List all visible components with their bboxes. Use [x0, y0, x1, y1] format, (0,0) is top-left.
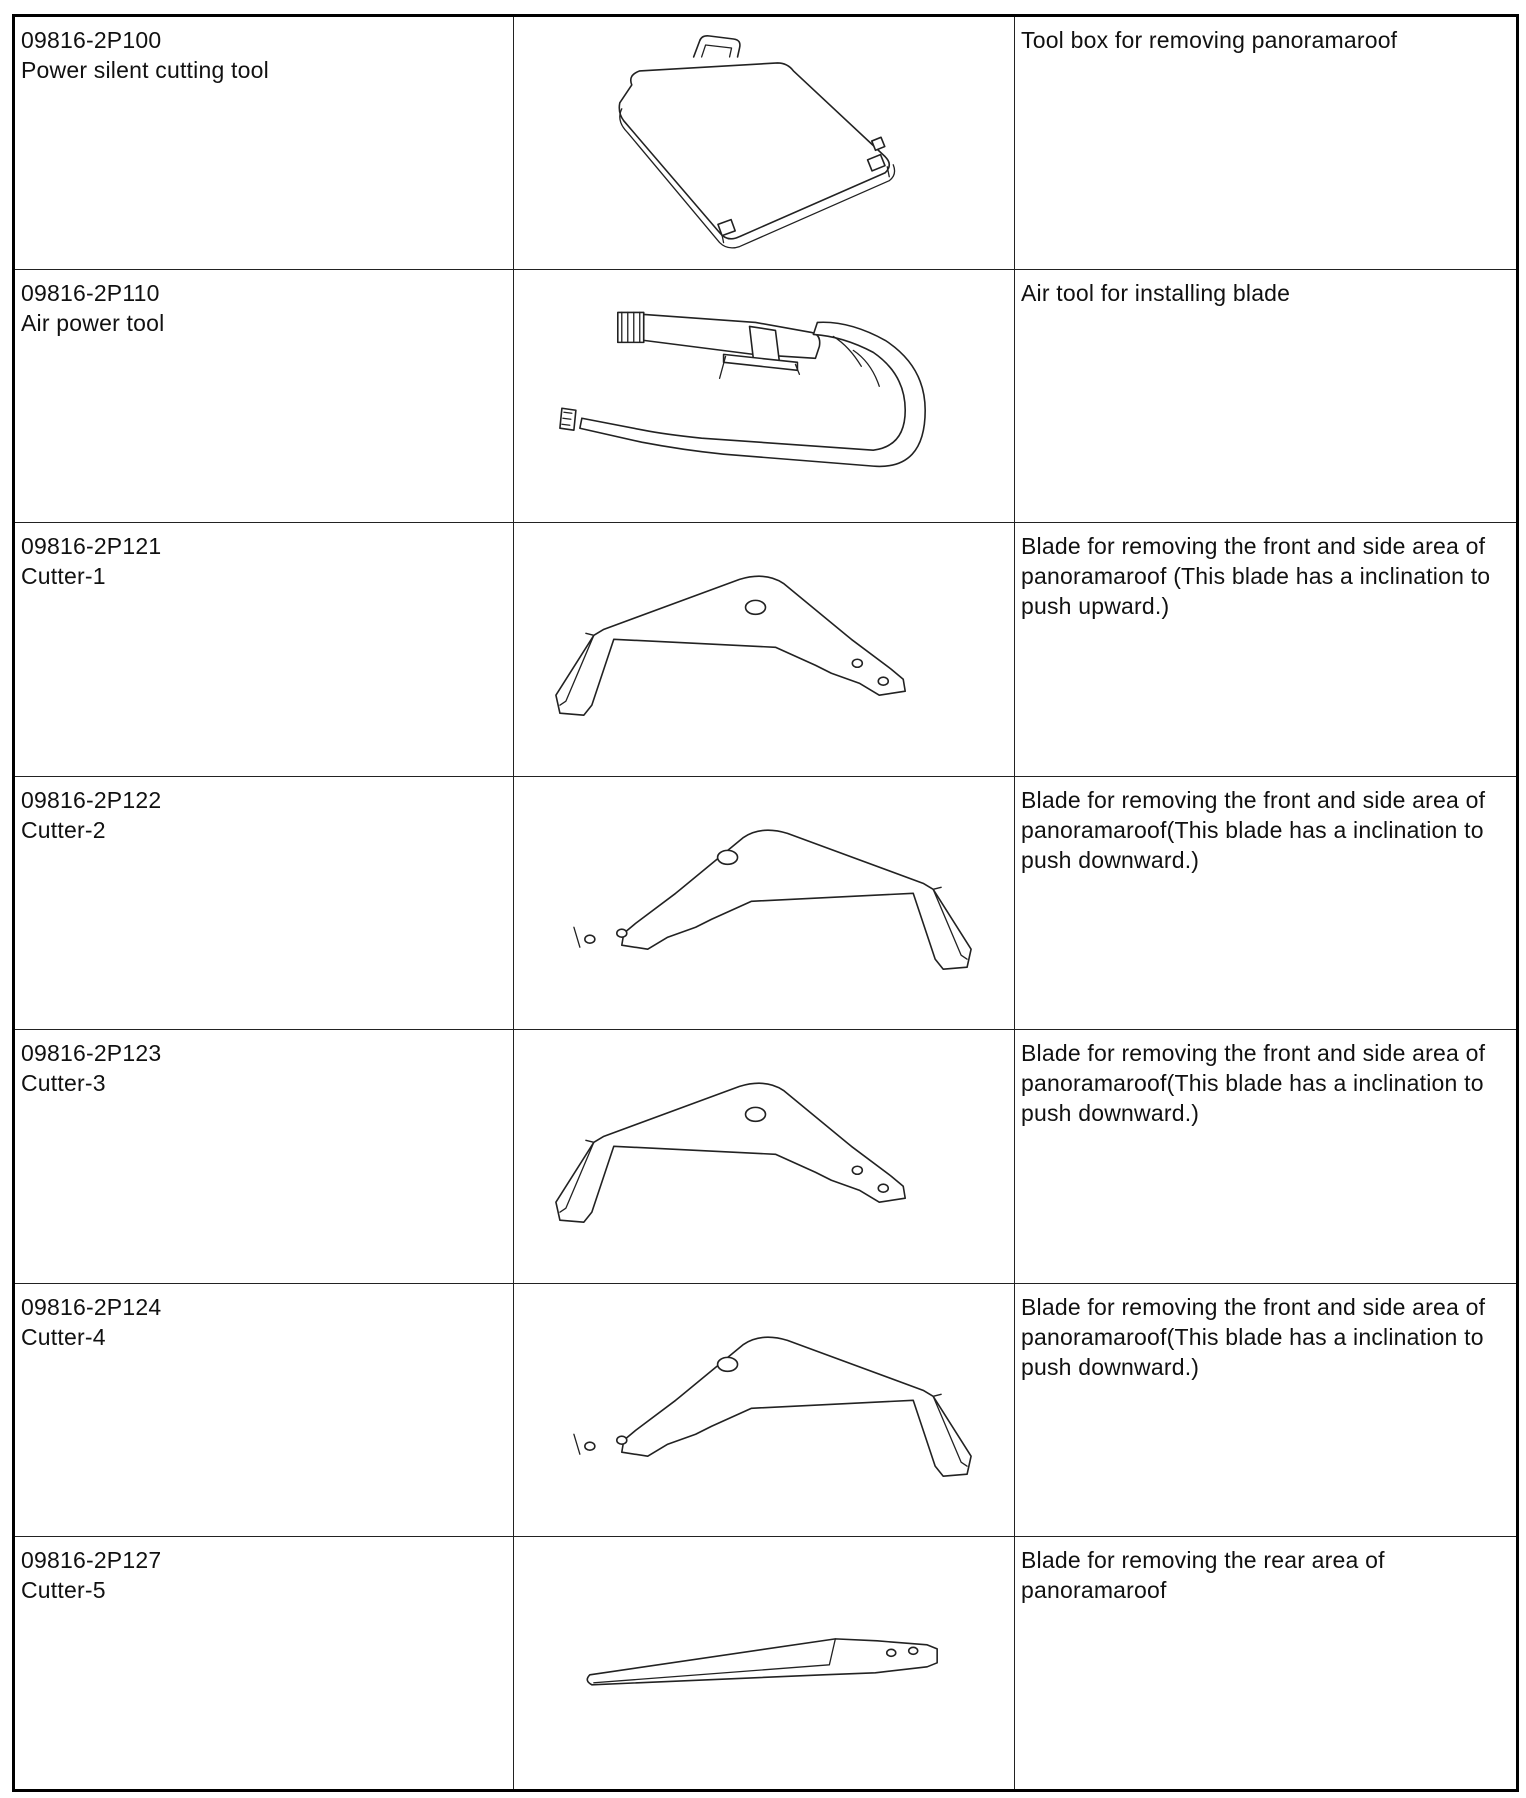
illustration-cell: [514, 16, 1015, 270]
description-cell: [1015, 16, 1518, 270]
tool-name: Cutter-4: [21, 1323, 106, 1350]
table-row: [14, 523, 1518, 777]
tool-id-cell: [14, 16, 514, 270]
part-number: 09816-2P122: [21, 786, 162, 813]
tool-id-cell: [14, 776, 514, 1030]
description-cell: [1015, 1283, 1518, 1537]
straight-blade-illustration: [514, 1537, 1014, 1789]
table-row: [14, 1283, 1518, 1537]
table-row: [14, 776, 1518, 1030]
tool-description: Blade for removing the front and side area of panoramaroof(This blade has a inclination to push downward.): [1021, 786, 1486, 873]
part-number: 09816-2P100: [21, 27, 162, 53]
illustration-cell: [514, 1283, 1015, 1537]
description-cell: [1015, 523, 1518, 777]
illustration-cell: [514, 1537, 1015, 1791]
cutter-blade-illustration: [514, 1284, 1014, 1537]
illustration-cell: [514, 523, 1015, 777]
part-number: 09816-2P124: [21, 1293, 162, 1320]
tool-id-cell: [14, 523, 514, 777]
tool-description: Tool box for removing panoramaroof: [1021, 27, 1398, 53]
description-cell: [1015, 776, 1518, 1030]
tool-description: Blade for removing the front and side area of panoramaroof(This blade has a inclination to push downward.): [1021, 1293, 1486, 1380]
tool-description: Blade for removing the front and side area of panoramaroof(This blade has a inclination to push downward.): [1021, 1040, 1486, 1127]
tool-name: Power silent cutting tool: [21, 57, 269, 83]
cutter-blade-illustration: [514, 777, 1014, 1030]
illustration-cell: [514, 1030, 1015, 1284]
table-row: [14, 1030, 1518, 1284]
tool-description: Blade for removing the front and side area of panoramaroof (This blade has a inclination to push upward.): [1021, 533, 1491, 620]
cutter-blade-illustration: [514, 523, 1014, 776]
part-number: 09816-2P110: [21, 279, 160, 306]
part-number: 09816-2P127: [21, 1547, 162, 1574]
tool-description: Air tool for installing blade: [1021, 279, 1291, 306]
part-number: 09816-2P121: [21, 533, 162, 560]
tool-name: Cutter-5: [21, 1577, 106, 1604]
description-cell: [1015, 269, 1518, 523]
illustration-cell: [514, 776, 1015, 1030]
tool-name: Cutter-1: [21, 563, 106, 590]
tool-name: Air power tool: [21, 309, 165, 336]
tool-box-illustration: [514, 17, 1014, 269]
table-row: [14, 269, 1518, 523]
tool-name: Cutter-2: [21, 816, 106, 843]
tool-id-cell: [14, 269, 514, 523]
illustration-cell: [514, 269, 1015, 523]
description-cell: [1015, 1030, 1518, 1284]
special-tools-table: [12, 14, 1519, 1792]
air-power-tool-illustration: [514, 270, 1014, 523]
tool-id-cell: [14, 1030, 514, 1284]
tool-id-cell: [14, 1283, 514, 1537]
tool-description: Blade for removing the rear area of panoramaroof: [1021, 1547, 1385, 1604]
tool-id-cell: [14, 1537, 514, 1791]
description-cell: [1015, 1537, 1518, 1791]
tool-name: Cutter-3: [21, 1070, 106, 1097]
table-row: [14, 16, 1518, 270]
table-row: [14, 1537, 1518, 1791]
cutter-blade-illustration: [514, 1030, 1014, 1283]
part-number: 09816-2P123: [21, 1040, 162, 1067]
